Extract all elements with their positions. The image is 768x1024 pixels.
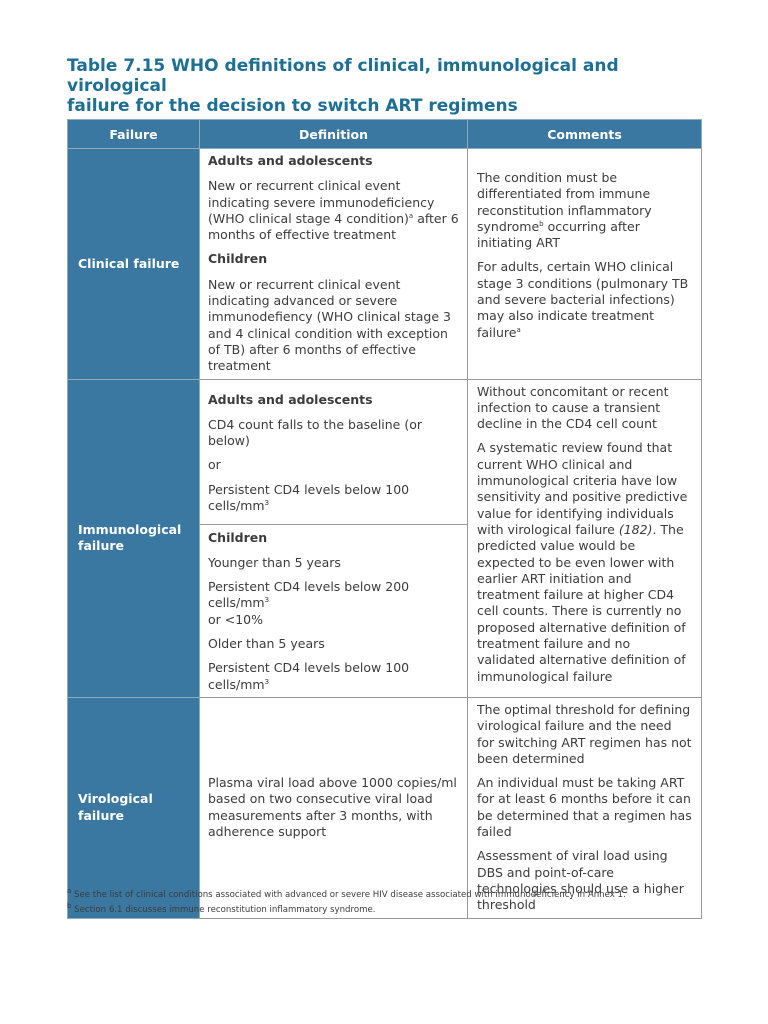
header-definition: Definition (200, 120, 468, 149)
virological-failure-line-1: Virological (78, 791, 153, 807)
immunological-children-age-1: Younger than 5 years (208, 554, 341, 570)
clinical-children-heading: Children (208, 251, 268, 267)
immunological-adults-text-1: CD4 count falls to the baseline (or below) (208, 416, 423, 449)
clinical-definition-cell (200, 149, 468, 380)
clinical-comment-1: The condition must be differentiated from immune reconstitution inflammatory syndrome$^b$ occurring after initiating ART (477, 170, 652, 251)
immunological-children-heading: Children (208, 529, 268, 545)
immunological-failure-label (68, 379, 200, 697)
immunological-children-age-2: Older than 5 years (208, 636, 325, 652)
footnotes (67, 888, 707, 918)
clinical-adults-heading: Adults and adolescents (208, 153, 373, 168)
virological-comment-2: An individual must be taking ART for at least 6 months before it can be determined that a regimen has failed (477, 775, 692, 840)
table-title (67, 56, 707, 116)
immunological-comment-1: Without concomitant or recent infection to cause a transient decline in the CD4 cell count (477, 383, 669, 432)
failure-definitions-table (67, 119, 702, 919)
immunological-definition-cell (200, 379, 468, 697)
immunological-children-text-1: Persistent CD4 levels below 200 cells/$mm^3$ or <10% (208, 579, 410, 627)
row-immunological-failure (68, 379, 702, 697)
immunological-children-text-2: Persistent CD4 levels below 100 cells/$mm^3$ (208, 660, 410, 692)
virological-definition-cell (200, 697, 468, 918)
table-title-line-1: Table 7.15 WHO definitions of clinical, immunological and virological (67, 56, 619, 96)
immunological-comment-2: A systematic review found that current WHO clinical and immunological criteria have low sensitivity and positive predictive value for identifying individuals with virological failure (182). The predicted value would be expected to be even lower with earlier ART initiation and treatment failure at higher CD4 cell counts. There is currently no proposed alternative definition of treatment failure and no validated alternative definition of immunological failure (477, 440, 688, 684)
virological-comments-cell (468, 697, 702, 918)
immunological-adults-heading: Adults and adolescents (208, 391, 373, 407)
immunological-failure-line-2: failure (78, 538, 124, 554)
footnote-a: $^a$ See the list of clinical conditions associated with advanced or severe HIV disease associated with immunodeficiency in Annex 1. (67, 887, 626, 900)
header-comments: Comments (468, 120, 702, 149)
immunological-adults-text-2: Persistent CD4 levels below 100 cells/$mm^3$ (208, 481, 410, 514)
immunological-failure-line-1: Immunological (78, 521, 182, 537)
immunological-comments-cell (468, 379, 702, 697)
clinical-failure-text: Clinical failure (78, 255, 180, 271)
clinical-comment-2: For adults, certain WHO clinical stage 3 conditions (pulmonary TB and severe bacterial infections) may also indicate treatment failure$^a$ (477, 259, 689, 340)
immunological-adults-or: or (208, 457, 221, 473)
clinical-comments-cell (468, 149, 702, 380)
clinical-failure-label (68, 149, 200, 380)
footnote-b: $^b$ Section 6.1 discusses immune reconstitution inflammatory syndrome. (67, 902, 376, 915)
clinical-children-text: New or recurrent clinical event indicating advanced or severe immunodefiency (WHO clinical stage 3 and 4 clinical condition with exception of TB) after 6 months of effective treatment (208, 276, 451, 374)
row-virological-failure (68, 697, 702, 918)
header-row (68, 120, 702, 149)
table-title-line-2: failure for the decision to switch ART regimens (67, 96, 518, 116)
virological-failure-label (68, 697, 200, 918)
row-clinical-failure (68, 149, 702, 380)
immunological-children-block (200, 525, 467, 697)
clinical-adults-text: New or recurrent clinical event indicating severe immunodeficiency (WHO clinical stage 4 condition)$^a$ after 6 months of effective treatment (208, 178, 459, 243)
virological-failure-line-2: failure (78, 807, 124, 823)
virological-comment-3: Assessment of viral load using DBS and point-of-care technologies should use a higher threshold (477, 848, 684, 913)
header-failure: Failure (68, 120, 200, 149)
virological-comment-1: The optimal threshold for defining virological failure and the need for switching ART regimen has not been determined (477, 701, 692, 766)
immunological-adults-block (200, 380, 467, 525)
virological-definition-text: Plasma viral load above 1000 copies/ml based on two consecutive viral load measurements after 3 months, with adherence support (208, 775, 457, 840)
